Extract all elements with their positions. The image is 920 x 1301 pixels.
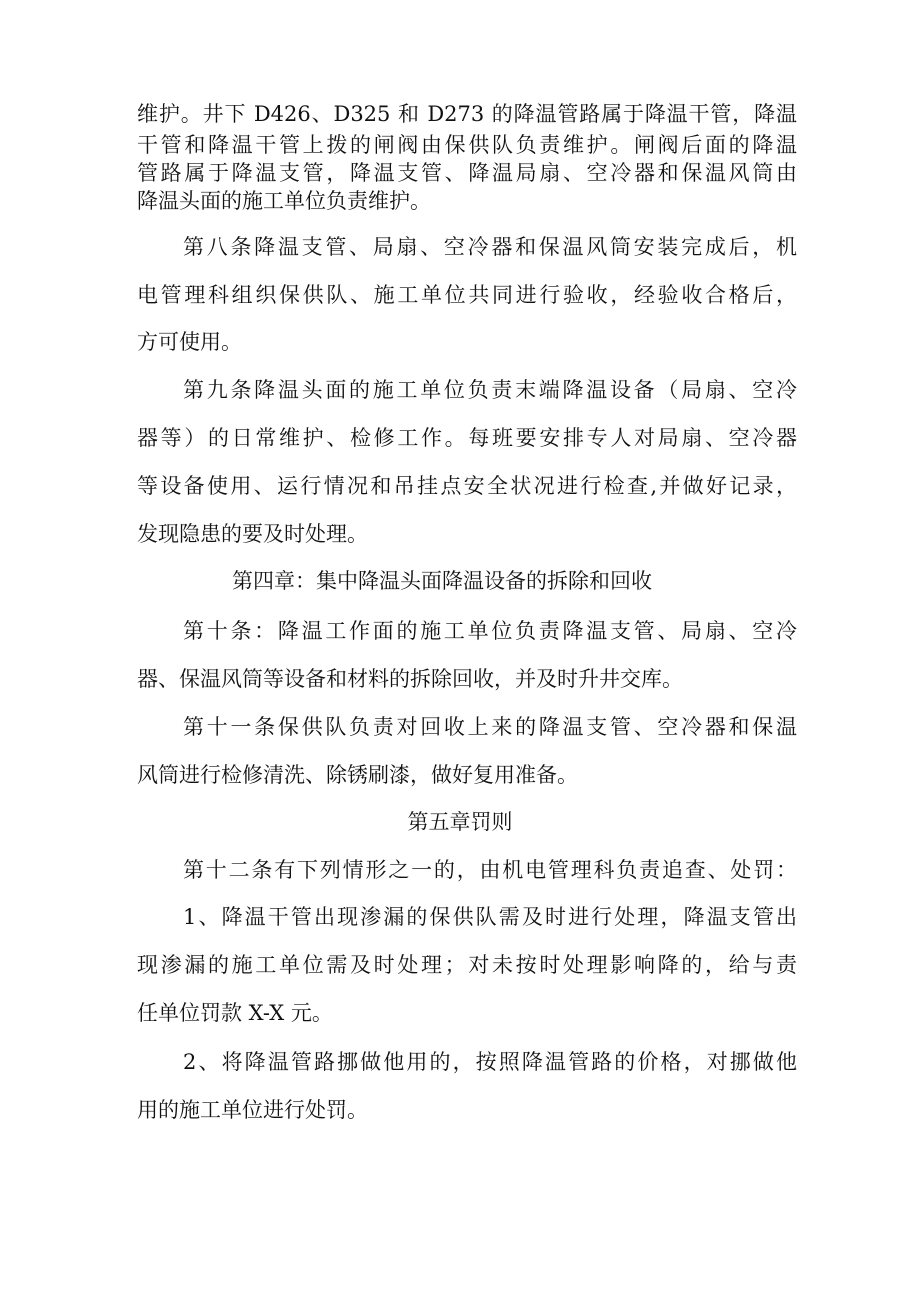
paragraph-line: 第十一条保供队负责对回收上来的降温支管、空冷器和保温 — [183, 715, 797, 739]
chapter-heading: 第五章罚则 — [407, 810, 513, 834]
paragraph-line: 第十二条有下列情形之一的，由机电管理科负责追查、处罚： — [183, 858, 797, 882]
paragraph-line: 器、保温风筒等设备和材料的拆除回收，并及时升井交库。 — [137, 667, 683, 691]
paragraph-line: 风筒进行检修清洗、除锈刷漆，做好复用准备。 — [137, 763, 578, 787]
paragraph-line: 2、将降温管路挪做他用的，按照降温管路的价格，对挪做他 — [183, 1050, 797, 1074]
paragraph-line: 1、降温干管出现渗漏的保供队需及时进行处理，降温支管出 — [183, 905, 797, 929]
paragraph-line: 器等）的日常维护、检修工作。每班要安排专人对局扇、空冷器 — [137, 426, 797, 450]
paragraph-line: 第十条：降温工作面的施工单位负责降温支管、局扇、空冷 — [183, 619, 797, 643]
paragraph-line: 用的施工单位进行处罚。 — [137, 1098, 368, 1122]
paragraph-line: 干管和降温干管上拨的闸阀由保供队负责维护。闸阀后面的降温 — [137, 133, 797, 157]
paragraph-line: 现渗漏的施工单位需及时处理；对未按时处理影响降的，给与责 — [137, 953, 797, 977]
paragraph-line: 任单位罚款 X-X 元。 — [137, 1001, 333, 1025]
paragraph-line: 发现隐患的要及时处理。 — [137, 522, 368, 546]
paragraph-line: 第九条降温头面的施工单位负责末端降温设备（局扇、空冷 — [183, 378, 797, 402]
chapter-heading: 第四章：集中降温头面降温设备的拆除和回收 — [232, 569, 652, 593]
paragraph-line: 第八条降温支管、局扇、空冷器和保温风筒安装完成后，机 — [183, 235, 797, 259]
paragraph-line: 降温头面的施工单位负责维护。 — [137, 189, 431, 213]
paragraph-line: 维护。井下 D426、D325 和 D273 的降温管路属于降温干管，降温 — [137, 102, 797, 126]
paragraph-line: 等设备使用、运行情况和吊挂点安全状况进行检查,并做好记录， — [137, 474, 797, 498]
paragraph-line: 方可使用。 — [137, 330, 242, 354]
paragraph-line: 电管理科组织保供队、施工单位共同进行验收，经验收合格后， — [137, 283, 797, 307]
paragraph-line: 管路属于降温支管，降温支管、降温局扇、空冷器和保温风筒由 — [137, 161, 797, 185]
